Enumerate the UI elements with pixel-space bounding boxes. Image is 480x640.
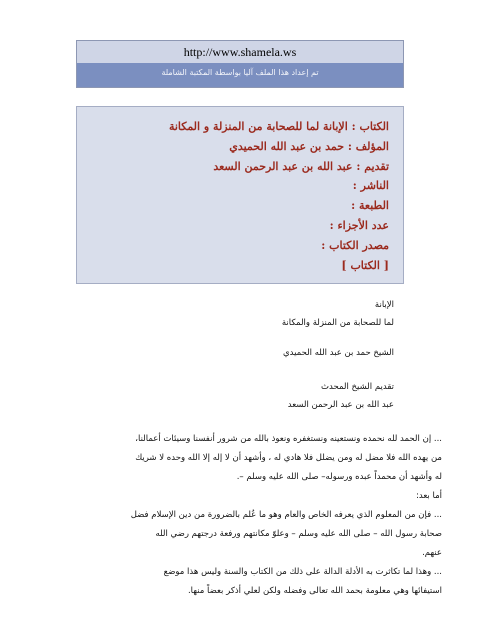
para2-line1: ... فإن من المعلوم الذي يعرفه الخاص والعام وهو ما عُلم بالضرورة من دين الإسلام فضل — [130, 510, 442, 520]
doc-sheikh: الشيخ حمد بن عبد الله الحميدي — [282, 348, 394, 358]
para1-line2: من يهده الله فلا مضل له ومن يضلل فلا هادي له ، وأشهد أن لا إله إلا الله وحده لا شريك — [135, 453, 442, 463]
book-source: مصدر الكتاب : — [321, 238, 389, 252]
doc-intro-name: عبد الله بن عبد الرحمن السعد — [287, 400, 394, 410]
doc-subtitle: لما للصحابة من المنزلة والمكانة — [281, 318, 394, 328]
para2-line3: عنهم. — [422, 548, 442, 558]
book-title: الكتاب : الإبانة لما للصحابة من المنزلة و المكانة — [168, 120, 389, 133]
book-publisher: الناشر : — [352, 179, 389, 193]
doc-title: الإبانة — [374, 300, 394, 310]
book-edition: الطبعة : — [351, 199, 389, 213]
header-note: تم إعداد هذا الملف آليا بواسطة المكتبة الشاملة — [161, 68, 319, 77]
amma-baad: أما بعد: — [416, 491, 442, 501]
book-intro: تقديم : عبد الله بن عبد الرحمن السعد — [213, 159, 389, 173]
document-paragraphs — [20, 430, 442, 610]
doc-intro-label: تقديم الشيخ المحدث — [321, 382, 394, 392]
para2-line2: صحابة رسول الله – صلى الله عليه وسلم – وعلوّ مكانتهم ورفعة درجتهم رضي الله — [155, 529, 442, 539]
para1-line3: له وأشهد أن محمداً عبده ورسوله– صلى الله عليه وسلم –. — [236, 472, 442, 482]
book-author: المؤلف : حمد بن عبد الله الحميدي — [229, 139, 389, 153]
book-link[interactable]: [ الكتاب ] — [341, 258, 389, 272]
para3-line1: ... وهذا لما تكاثرت به الأدلة الدالة على ذلك من الكتاب والسنة وليس هذا موضع — [163, 567, 442, 577]
book-metadata-box — [76, 106, 404, 284]
para3-line2: استيفائها وهي معلومة بحمد الله تعالى وفضله ولكن لعلي أذكر بعضاً منها. — [187, 586, 442, 596]
header-box — [76, 40, 404, 88]
para1-line1: ... إن الحمد لله نحمده ونستعينه ونستغفره ونعوذ بالله من شرور أنفسنا وسيئات أعمالنا، — [135, 434, 442, 444]
site-url[interactable]: http://www.shamela.ws — [183, 45, 297, 59]
book-parts: عدد الأجزاء : — [329, 218, 389, 232]
